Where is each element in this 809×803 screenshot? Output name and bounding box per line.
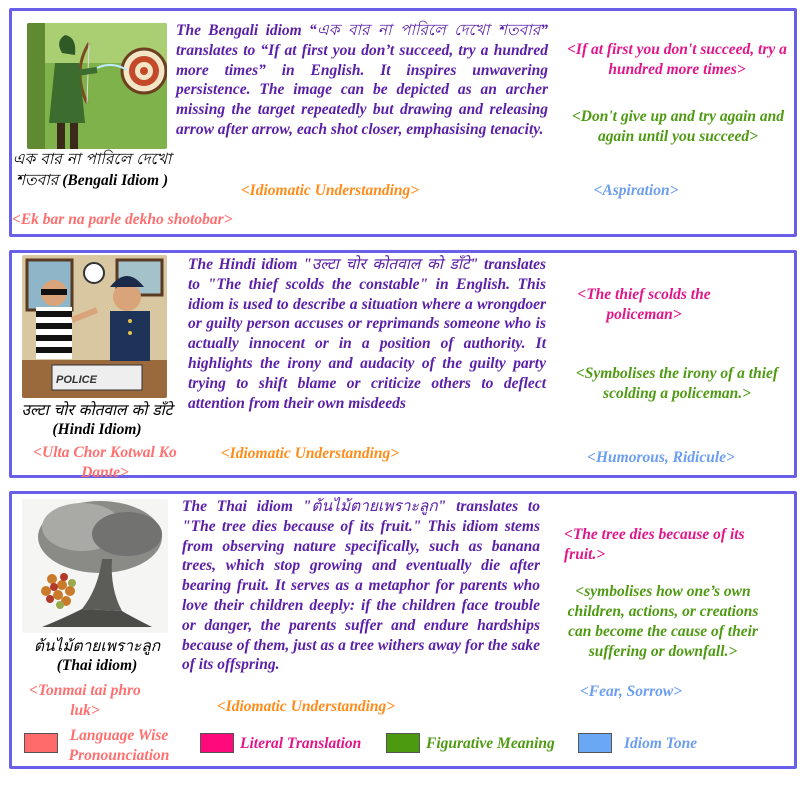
literal-translation: <If at first you don't succeed, try a hundred more times> bbox=[567, 41, 787, 78]
legend-label-tone: Idiom Tone bbox=[624, 735, 698, 752]
thief-policeman-illustration bbox=[22, 255, 167, 398]
pronunciation-label: <Ulta Chor Kotwal Ko Dante> bbox=[33, 444, 177, 481]
idiom-caption bbox=[12, 636, 182, 676]
idiomatic-understanding-label: <Idiomatic Understanding> bbox=[240, 182, 420, 199]
archer-illustration bbox=[27, 23, 167, 149]
legend-label-pronunciation: Language Wise Pronounciation bbox=[68, 727, 170, 764]
pronunciation-label: <Ek bar na parle dekho shotobar> bbox=[12, 211, 233, 228]
figurative-meaning: <symbolises how one’s own children, actions, or creations can become the cause of their suffering or downfall.> bbox=[567, 583, 759, 660]
legend-label-figurative: Figurative Meaning bbox=[426, 735, 555, 752]
legend-swatch-figurative bbox=[386, 733, 420, 753]
idiomatic-understanding-label: <Idiomatic Understanding> bbox=[216, 698, 396, 715]
description-body: ” translates to “If at first you don’t succeed, try a hundred more times” in English. It inspires unwavering persistence. The image can be depicted as an archer missing the target repeatedly but drawing and releasing arrow after arrow, each shot closer, emphasising tenacity. bbox=[176, 22, 549, 138]
idiomatic-understanding-label: <Idiomatic Understanding> bbox=[220, 445, 400, 462]
idiom-description bbox=[188, 255, 546, 413]
idiom-tone: <Humorous, Ridicule> bbox=[587, 449, 735, 466]
caption-language: (Hindi Idiom) bbox=[52, 421, 142, 438]
idiom-caption bbox=[12, 149, 172, 191]
caption-native-text: এক বার না পারিলে দেখো শতবার bbox=[12, 150, 172, 189]
figurative-meaning: <Don't give up and try again and again until you succeed> bbox=[571, 108, 785, 145]
idiom-caption bbox=[12, 400, 182, 440]
legend-label-literal: Literal Translation bbox=[240, 735, 362, 752]
caption-native-text: उल्टा चोर कोतवाल को डाँटे bbox=[21, 401, 173, 419]
description-native-text: उल्टा चोर कोतवाल को डाँटे bbox=[311, 255, 470, 273]
description-body: " translates to "The tree dies because of its fruit." This idiom stems from observing nature specifically, such as banana trees, which stop growing and eventually die after bearing fruit. It serves as a metaphor for parents who love their children deeply: if the children face trouble or danger, the parents suffer and endure hardships because of them, just as a tree withers away for the sake of its offspring. bbox=[182, 498, 540, 674]
literal-translation: <The tree dies because of its fruit.> bbox=[564, 526, 745, 563]
pronunciation-label: <Tonmai tai phro luk> bbox=[29, 682, 141, 719]
description-native-text: এক বার না পারিলে দেখো শতবার bbox=[316, 21, 541, 39]
svg-text:POLICE: POLICE bbox=[56, 374, 97, 386]
description-prefix: The Bengali idiom “ bbox=[176, 22, 317, 39]
caption-native-text: ต้นไม้ตายเพราะลูก bbox=[33, 637, 161, 655]
legend-swatch-pronunciation bbox=[24, 733, 58, 753]
idiom-tone: <Fear, Sorrow> bbox=[579, 683, 683, 700]
description-body: " translates to "The thief scolds the constable" in English. This idiom is used to describe a situation where a wrongdoer or guilty person accuses or reprimands someone who is actually innocent or in a position of authority. It highlights the irony and audacity of the guilty party trying to shift blame or criticize others to deflect attention from their own misdeeds bbox=[188, 256, 546, 412]
legend-swatch-literal bbox=[200, 733, 234, 753]
caption-language: (Bengali Idiom ) bbox=[62, 172, 169, 189]
caption-language: (Thai idiom) bbox=[56, 657, 138, 674]
idiom-description bbox=[176, 21, 548, 140]
idiom-tone: <Aspiration> bbox=[593, 182, 679, 199]
fruit-tree-illustration bbox=[22, 499, 168, 633]
description-prefix: The Thai idiom " bbox=[182, 498, 312, 515]
legend-swatch-tone bbox=[578, 733, 612, 753]
literal-translation: <The thief scolds the policeman> bbox=[577, 286, 711, 323]
figurative-meaning: <Symbolises the irony of a thief scolding a policeman.> bbox=[575, 365, 779, 402]
idiom-description bbox=[182, 497, 540, 675]
description-prefix: The Hindi idiom " bbox=[188, 256, 312, 273]
description-native-text: ต้นไม้ตายเพราะลูก bbox=[311, 497, 438, 515]
